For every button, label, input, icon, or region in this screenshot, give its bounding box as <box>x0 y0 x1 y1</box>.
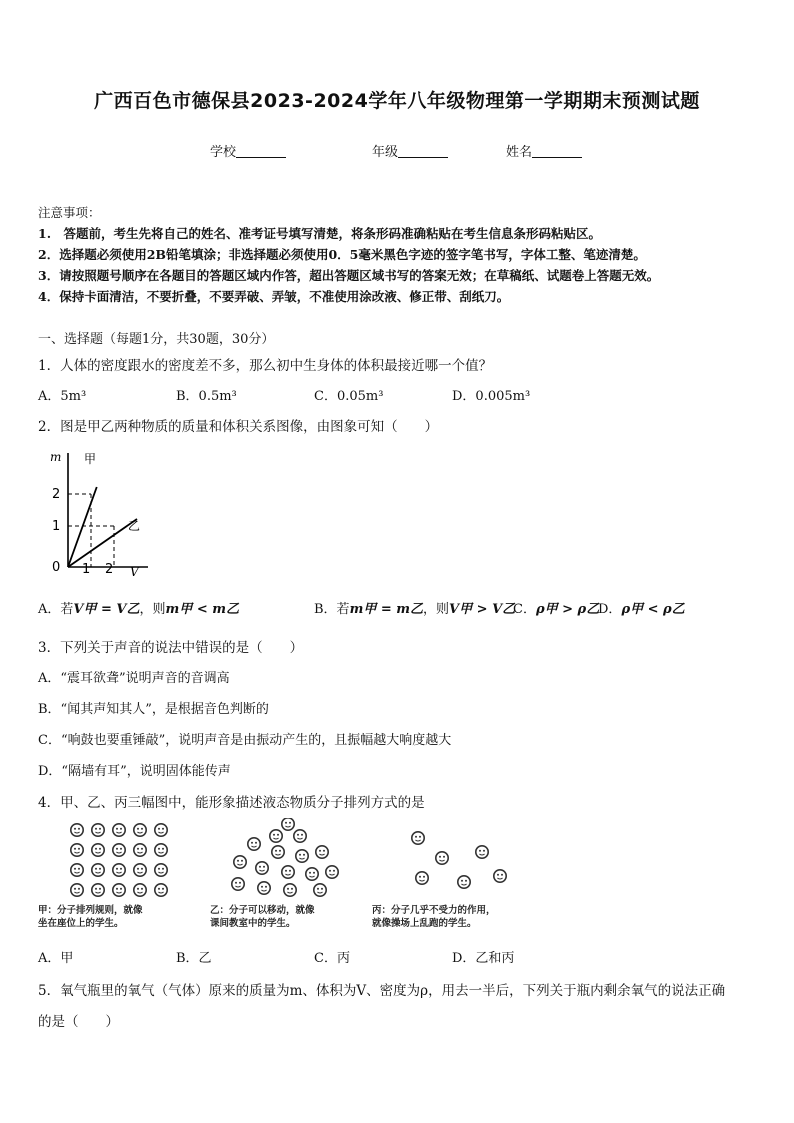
series-line-jia <box>68 487 97 567</box>
y-tick-label: 2 <box>52 487 61 502</box>
caption-solid: 甲：分子排列规则，就像 坐在座位上的学生。 <box>38 905 143 929</box>
q4-option-d: D．乙和丙 <box>452 951 515 966</box>
q1-option-a: A．5m³ <box>38 389 87 404</box>
series-label-yi: 乙 <box>128 519 141 533</box>
page-title: 广西百色市德保县2023-2024学年八年级物理第一学期期末预测试题 <box>94 90 700 112</box>
q2-option-b: B．若m甲 = m乙，则V甲 > V乙 <box>314 602 516 617</box>
q3-stem: 3．下列关于声音的说法中错误的是（ ） <box>38 640 304 656</box>
q2-option-d: D．ρ甲 < ρ乙 <box>598 602 685 617</box>
name-blank[interactable] <box>532 145 582 158</box>
grade-blank[interactable] <box>398 145 448 158</box>
q3-option-c: C．“响鼓也要重锤敲”，说明声音是由振动产生的，且振幅越大响度越大 <box>38 733 452 748</box>
q2-option-a: A．若V甲 = V乙，则m甲 < m乙 <box>38 602 239 617</box>
q5-stem-line2: 的是（ ） <box>38 1014 119 1030</box>
notes-heading: 注意事项： <box>38 205 101 220</box>
y-tick-label: 1 <box>52 519 61 534</box>
molecule-figure <box>38 818 546 936</box>
note-item: 2．选择题必须使用2B铅笔填涂；非选择题必须使用0．5毫米黑色字迹的签字笔书写，字体工整、笔迹清楚。 <box>38 247 646 262</box>
origin-label: 0 <box>52 560 61 575</box>
q4-option-b: B．乙 <box>176 951 212 966</box>
caption-liquid: 乙：分子可以移动，就像 课间教室中的学生。 <box>210 905 315 929</box>
q1-option-b: B．0.5m³ <box>176 389 237 404</box>
caption-gas: 丙：分子几乎不受力的作用， 就像操场上乱跑的学生。 <box>372 905 496 929</box>
liquid-molecules <box>232 818 338 896</box>
q2-stem: 2．图是甲乙两种物质的质量和体积关系图像，由图象可知（ ） <box>38 419 439 435</box>
section-heading: 一、选择题（每题1分，共30题，30分） <box>38 332 275 347</box>
q3-option-a: A．“震耳欲聋”说明声音的音调高 <box>38 671 230 686</box>
q3-option-d: D．“隔墙有耳”，说明固体能传声 <box>38 764 231 779</box>
school-field <box>210 141 286 160</box>
name-label: 姓名 <box>506 145 533 160</box>
mass-volume-graph <box>44 447 154 582</box>
q1-option-d: D．0.005m³ <box>452 389 531 404</box>
note-item: 4．保持卡面清洁，不要折叠，不要弄破、弄皱，不准使用涂改液、修正带、刮纸刀。 <box>38 289 510 304</box>
y-axis-label: m <box>50 450 62 464</box>
school-blank[interactable] <box>236 145 286 158</box>
q4-option-c: C．丙 <box>314 951 350 966</box>
note-item: 3．请按照题号顺序在各题目的答题区域内作答，超出答题区域书写的答案无效；在草稿纸、试题卷上答题无效。 <box>38 268 660 283</box>
series-label-jia: 甲 <box>84 452 97 466</box>
gas-molecules <box>412 832 506 888</box>
q5-stem-line1: 5．氧气瓶里的氧气（气体）原来的质量为m、体积为V、密度为ρ，用去一半后，下列关于瓶内剩余氧气的说法正确 <box>38 983 726 999</box>
x-tick-label: 1 <box>82 562 91 577</box>
grade-field <box>372 141 448 160</box>
q4-stem: 4．甲、乙、丙三幅图中，能形象描述液态物质分子排列方式的是 <box>38 795 425 811</box>
x-axis-label: V <box>130 565 139 579</box>
q2-option-c: C．ρ甲 > ρ乙 <box>513 602 600 617</box>
x-tick-label: 2 <box>105 562 114 577</box>
q1-stem: 1．人体的密度跟水的密度差不多，那么初中生身体的体积最接近哪一个值？ <box>38 358 493 374</box>
q1-option-c: C．0.05m³ <box>314 389 384 404</box>
q4-option-a: A．甲 <box>38 951 74 966</box>
name-field <box>506 141 582 160</box>
solid-molecules <box>71 824 167 896</box>
note-item: 1. 答题前，考生先将自己的姓名、准考证号填写清楚，将条形码准确粘贴在考生信息条形码粘贴区。 <box>38 226 602 241</box>
q3-option-b: B．“闻其声知其人”，是根据音色判断的 <box>38 702 269 717</box>
school-label: 学校 <box>210 145 237 160</box>
grade-label: 年级 <box>372 145 399 160</box>
